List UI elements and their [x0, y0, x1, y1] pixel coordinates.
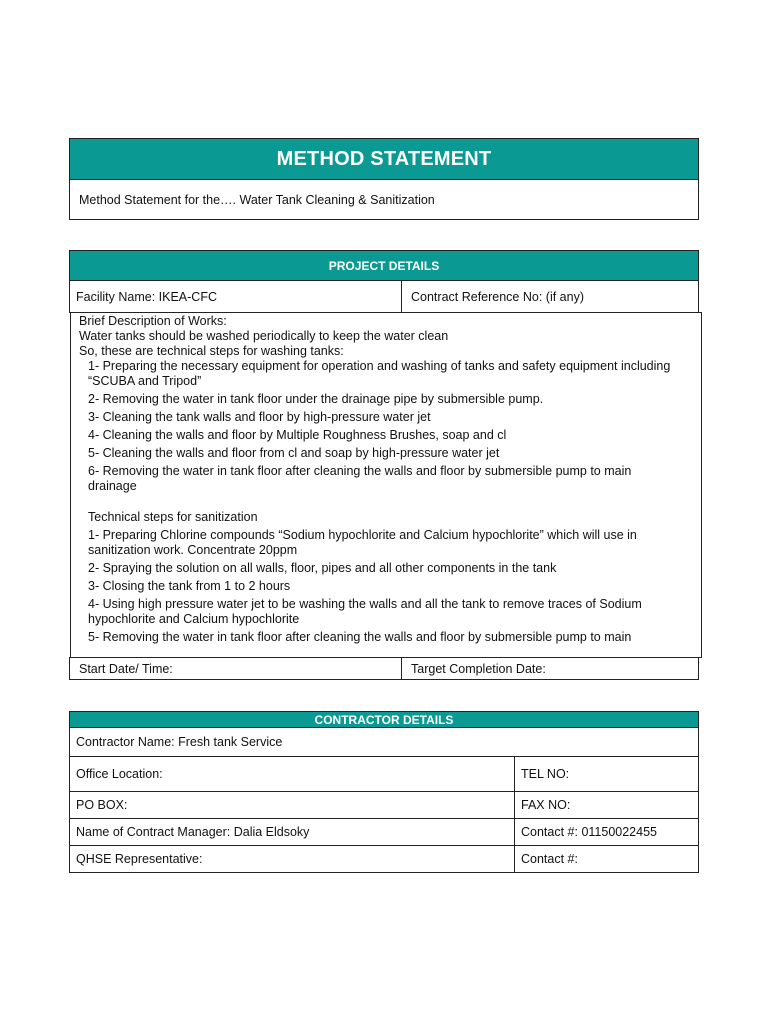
contract-manager-cell: Name of Contract Manager: Dalia Eldsoky — [69, 818, 515, 846]
manager-contact-cell: Contact #: 01150022455 — [514, 818, 699, 846]
sanitization-step: 1- Preparing Chlorine compounds “Sodium hypochlorite and Calcium hypochlorite” which will use in — [88, 528, 637, 542]
sanitization-step: sanitization work. Concentrate 20ppm — [88, 543, 298, 557]
sanitization-step: hypochlorite and Calcium hypochlorite — [88, 612, 300, 626]
po-box-cell: PO BOX: — [69, 791, 515, 819]
washing-step: 5- Cleaning the walls and floor from cl and soap by high-pressure water jet — [88, 446, 500, 460]
brief-description-of-works — [70, 312, 702, 658]
sanitization-step: 2- Spraying the solution on all walls, floor, pipes and all other components in the tank — [88, 561, 557, 575]
washing-step: 3- Cleaning the tank walls and floor by high-pressure water jet — [88, 410, 431, 424]
qhse-representative-cell: QHSE Representative: — [69, 845, 515, 873]
sanitization-step: 4- Using high pressure water jet to be washing the walls and all the tank to remove traces of Sodium — [88, 597, 642, 611]
sanitization-heading: Technical steps for sanitization — [88, 510, 258, 524]
washing-step: 1- Preparing the necessary equipment for operation and washing of tanks and safety equipment including — [88, 359, 671, 373]
document-title: METHOD STATEMENT — [69, 138, 699, 180]
washing-step: 2- Removing the water in tank floor under the drainage pipe by submersible pump. — [88, 392, 544, 406]
washing-step: 4- Cleaning the walls and floor by Multiple Roughness Brushes, soap and cl — [88, 428, 507, 442]
facility-name-cell: Facility Name: IKEA-CFC — [69, 280, 402, 313]
office-location-cell: Office Location: — [69, 756, 515, 792]
target-completion-cell: Target Completion Date: — [401, 657, 699, 680]
sanitization-step: 5- Removing the water in tank floor after cleaning the walls and floor by submersible pump to main — [88, 630, 632, 644]
washing-step: 6- Removing the water in tank floor after cleaning the walls and floor by submersible pump to main — [88, 464, 632, 478]
works-heading: Brief Description of Works: — [79, 314, 227, 328]
project-details-heading: PROJECT DETAILS — [69, 250, 699, 281]
works-line: Water tanks should be washed periodically to keep the water clean — [79, 329, 449, 343]
qhse-contact-cell: Contact #: — [514, 845, 699, 873]
works-line: So, these are technical steps for washing tanks: — [79, 344, 344, 358]
start-date-cell: Start Date/ Time: — [69, 657, 402, 680]
tel-no-cell: TEL NO: — [514, 756, 699, 792]
washing-step: “SCUBA and Tripod” — [88, 374, 202, 388]
contract-reference-cell: Contract Reference No: (if any) — [401, 280, 699, 313]
contractor-name-cell: Contractor Name: Fresh tank Service — [69, 727, 699, 757]
method-statement-subject: Method Statement for the…. Water Tank Cleaning & Sanitization — [69, 179, 699, 220]
sanitization-step: 3- Closing the tank from 1 to 2 hours — [88, 579, 291, 593]
contractor-details-heading: CONTRACTOR DETAILS — [69, 711, 699, 728]
washing-step: drainage — [88, 479, 137, 493]
fax-no-cell: FAX NO: — [514, 791, 699, 819]
